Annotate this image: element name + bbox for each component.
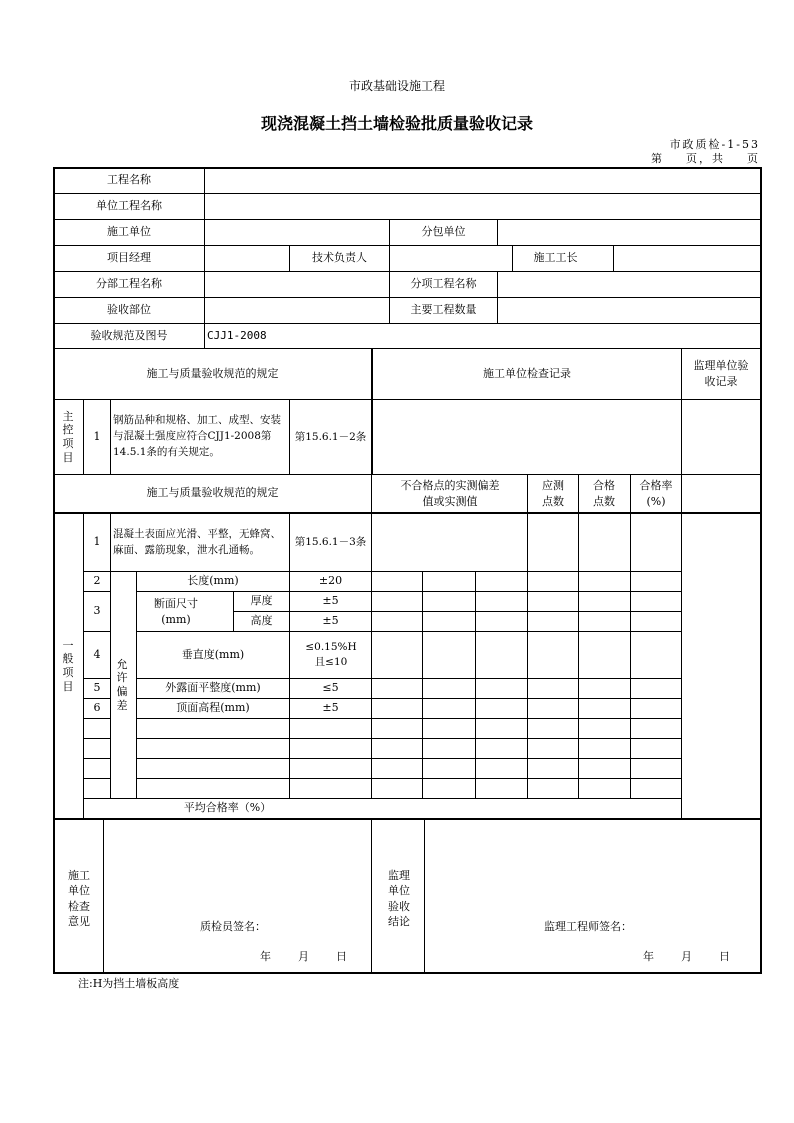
site-foreman-label: 施工工长: [533, 251, 578, 265]
construction-opinion-label: 施工单位检查意见: [68, 869, 90, 929]
inspection-location-label: 验收部位: [107, 303, 151, 317]
row3-value1: ±5: [322, 594, 339, 608]
spec-rules-header-2: 施工与质量验收规范的规定: [146, 486, 279, 500]
row5-name: 外露面平整度(mm): [165, 681, 261, 695]
row3-name: 断面尺寸(mm): [154, 597, 198, 626]
allowed-deviation-label: 允许偏差: [116, 657, 128, 712]
supervision-conclusion-label: 监理单位验收结论: [388, 869, 410, 929]
construction-date-year: 年: [260, 950, 271, 963]
standard-label: 验收规范及图号: [90, 328, 168, 342]
row3-value2: ±5: [322, 614, 339, 628]
row3-sub2: 高度: [250, 614, 273, 628]
row2-value: ±20: [318, 574, 343, 588]
unit-project-name-label: 单位工程名称: [96, 199, 162, 213]
general-items-label: 一般项目: [62, 638, 74, 693]
row5-no: 5: [93, 681, 101, 695]
page-title: 现浇混凝土挡土墙检验批质量验收记录: [260, 114, 533, 133]
construction-record-header: 施工单位检查记录: [483, 366, 571, 380]
project-name-label: 工程名称: [107, 173, 151, 187]
row2-name: 长度(mm): [187, 574, 239, 588]
main-control-clause: 第15.6.1－2条: [294, 430, 367, 443]
row6-no: 6: [93, 701, 101, 715]
row5-value: ≤5: [322, 681, 339, 695]
general-item1-no: 1: [93, 535, 101, 549]
standard-value: CJJ1-2008: [207, 328, 267, 342]
technical-lead-label: 技术负责人: [312, 251, 367, 265]
main-control-text: 钢筋品种和规格、加工、成型、安装与混凝土强度应符合CJJ1-2008第14.5.1条的有关规定。: [113, 414, 281, 458]
subitem-name-label: 分项工程名称: [410, 277, 477, 291]
deviation-header: 不合格点的实测偏差值或实测值: [400, 479, 500, 508]
construction-date-day: 日: [336, 950, 347, 963]
pass-count-header: 合格点数: [593, 479, 615, 508]
main-quantity-label: 主要工程数量: [410, 303, 477, 317]
row4-no: 4: [93, 647, 101, 661]
main-control-no: 1: [93, 429, 101, 443]
page-number: 第 页，共 页: [651, 152, 760, 165]
pass-rate-header: 合格率(%): [639, 479, 673, 508]
form-number: 市政质检-1-53: [669, 138, 760, 151]
general-item1-clause: 第15.6.1－3条: [294, 536, 367, 549]
row6-name: 顶面高程(mm): [176, 701, 250, 715]
construction-unit-label: 施工单位: [107, 225, 151, 239]
should-measure-header: 应测点数: [542, 479, 564, 508]
row4-value: ≤0.15%H且≤10: [305, 641, 357, 668]
general-item1-text: 混凝土表面应光滑、平整，无蜂窝、麻面、露筋现象，泄水孔通畅。: [113, 527, 281, 556]
spec-rules-header: 施工与质量验收规范的规定: [146, 366, 279, 380]
avg-pass-rate-label: 平均合格率（%）: [183, 801, 272, 815]
engineer-signature-label: 监理工程师签名：: [544, 920, 632, 933]
main-control-label: 主控项目: [62, 409, 74, 464]
row4-name: 垂直度(mm): [181, 647, 245, 661]
row6-value: ±5: [322, 701, 339, 715]
supervision-date-day: 日: [719, 950, 730, 963]
subcontractor-label: 分包单位: [421, 225, 466, 239]
row3-no: 3: [93, 604, 101, 618]
row2-no: 2: [93, 574, 101, 588]
division-name-label: 分部工程名称: [96, 277, 162, 291]
document-category: 市政基础设施工程: [348, 79, 445, 93]
supervision-date-year: 年: [643, 950, 654, 963]
supervision-record-header: 监理单位验收记录: [693, 359, 749, 388]
supervision-date-month: 月: [681, 950, 692, 963]
footnote: 注:H为挡土墙板高度: [78, 977, 180, 990]
project-manager-label: 项目经理: [107, 251, 151, 265]
construction-date-month: 月: [298, 950, 309, 963]
row3-sub1: 厚度: [250, 594, 273, 608]
inspector-signature-label: 质检员签名：: [200, 920, 266, 933]
